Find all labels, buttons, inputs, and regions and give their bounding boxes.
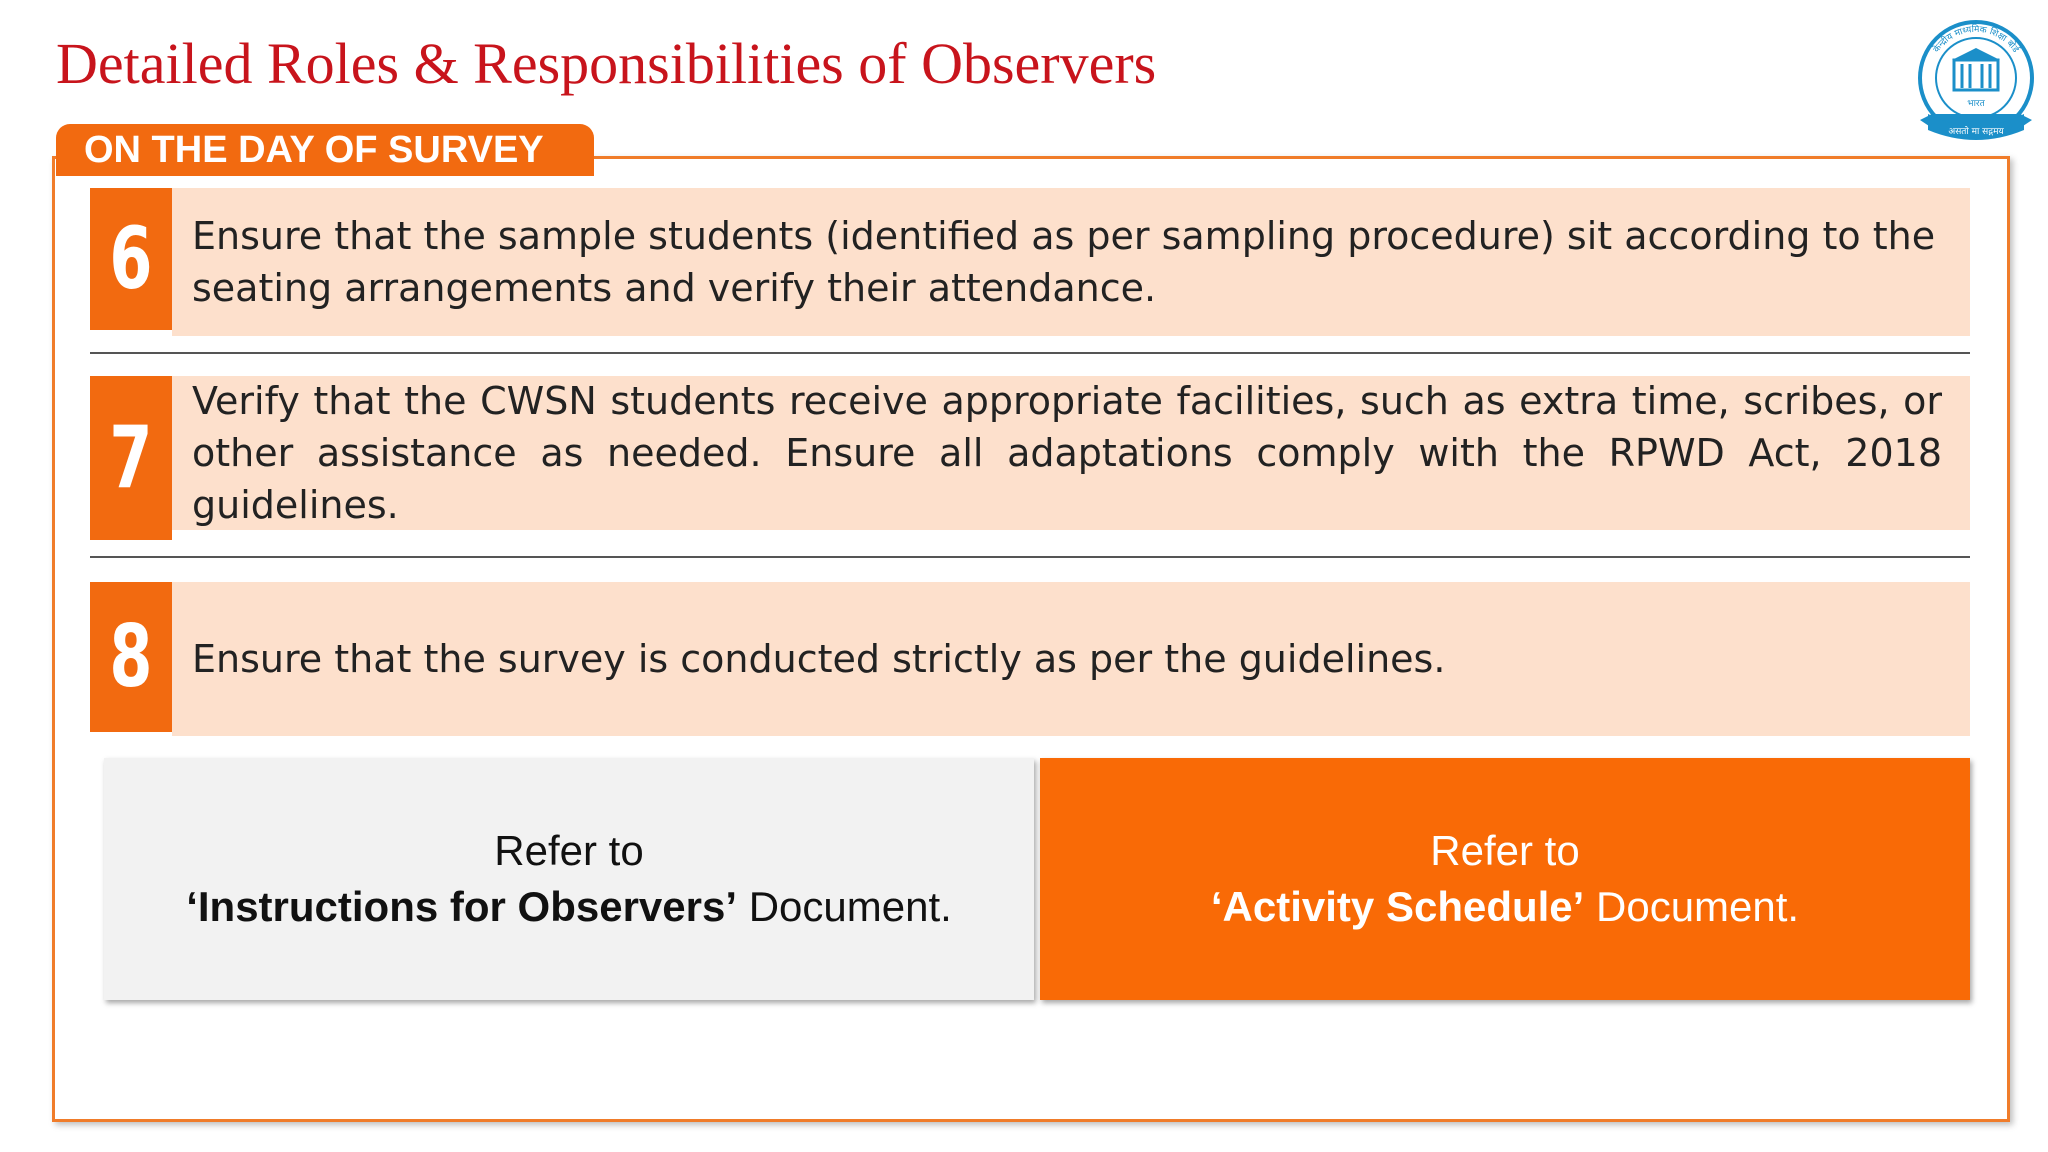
list-item [90, 188, 1970, 330]
reference-intro: Refer to [494, 827, 644, 874]
list-item [90, 582, 1970, 732]
item-number-badge [90, 188, 172, 330]
item-body [172, 376, 1970, 530]
reference-suffix: Document. [1584, 883, 1800, 930]
reference-intro: Refer to [1430, 827, 1580, 874]
logo-top-text: केन्द्रीय माध्यमिक शिक्षा बोर्ड [1931, 24, 2021, 55]
item-text: Verify that the CWSN students receive appropriate facilities, such as extra time, scribes, or other assistance as needed. Ensure all adaptations comply with the RPWD Act, 2018 guidelines. [192, 379, 1942, 527]
section-tab: ON THE DAY OF SURVEY [56, 124, 594, 176]
item-body [172, 188, 1970, 336]
item-text: Ensure that the survey is conducted strictly as per the guidelines. [192, 637, 1446, 681]
item-number-badge [90, 376, 172, 540]
list-item [90, 376, 1970, 540]
page-title: Detailed Roles & Responsibilities of Observers [56, 31, 1157, 96]
reference-document-name: ‘Activity Schedule’ [1210, 883, 1585, 930]
item-body [172, 582, 1970, 736]
item-number: 6 [109, 209, 153, 309]
reference-box-observers [104, 758, 1034, 1000]
item-number-badge [90, 582, 172, 732]
item-text: Ensure that the sample students (identified as per sampling procedure) sit according to the seating arrangements and verify their attendance. [192, 214, 1936, 310]
divider [90, 352, 1970, 354]
reference-suffix: Document. [737, 883, 952, 930]
reference-document-name: ‘Instructions for Observers’ [186, 883, 738, 930]
item-number: 8 [109, 607, 153, 707]
item-number: 7 [109, 408, 153, 508]
cbse-emblem-icon [1914, 18, 2038, 158]
divider [90, 556, 1970, 558]
reference-box-activity-schedule [1040, 758, 1970, 1000]
logo-ribbon-text: असतो मा सद्गमय [1948, 127, 2004, 137]
logo-middle-text: भारत [1967, 99, 1985, 109]
